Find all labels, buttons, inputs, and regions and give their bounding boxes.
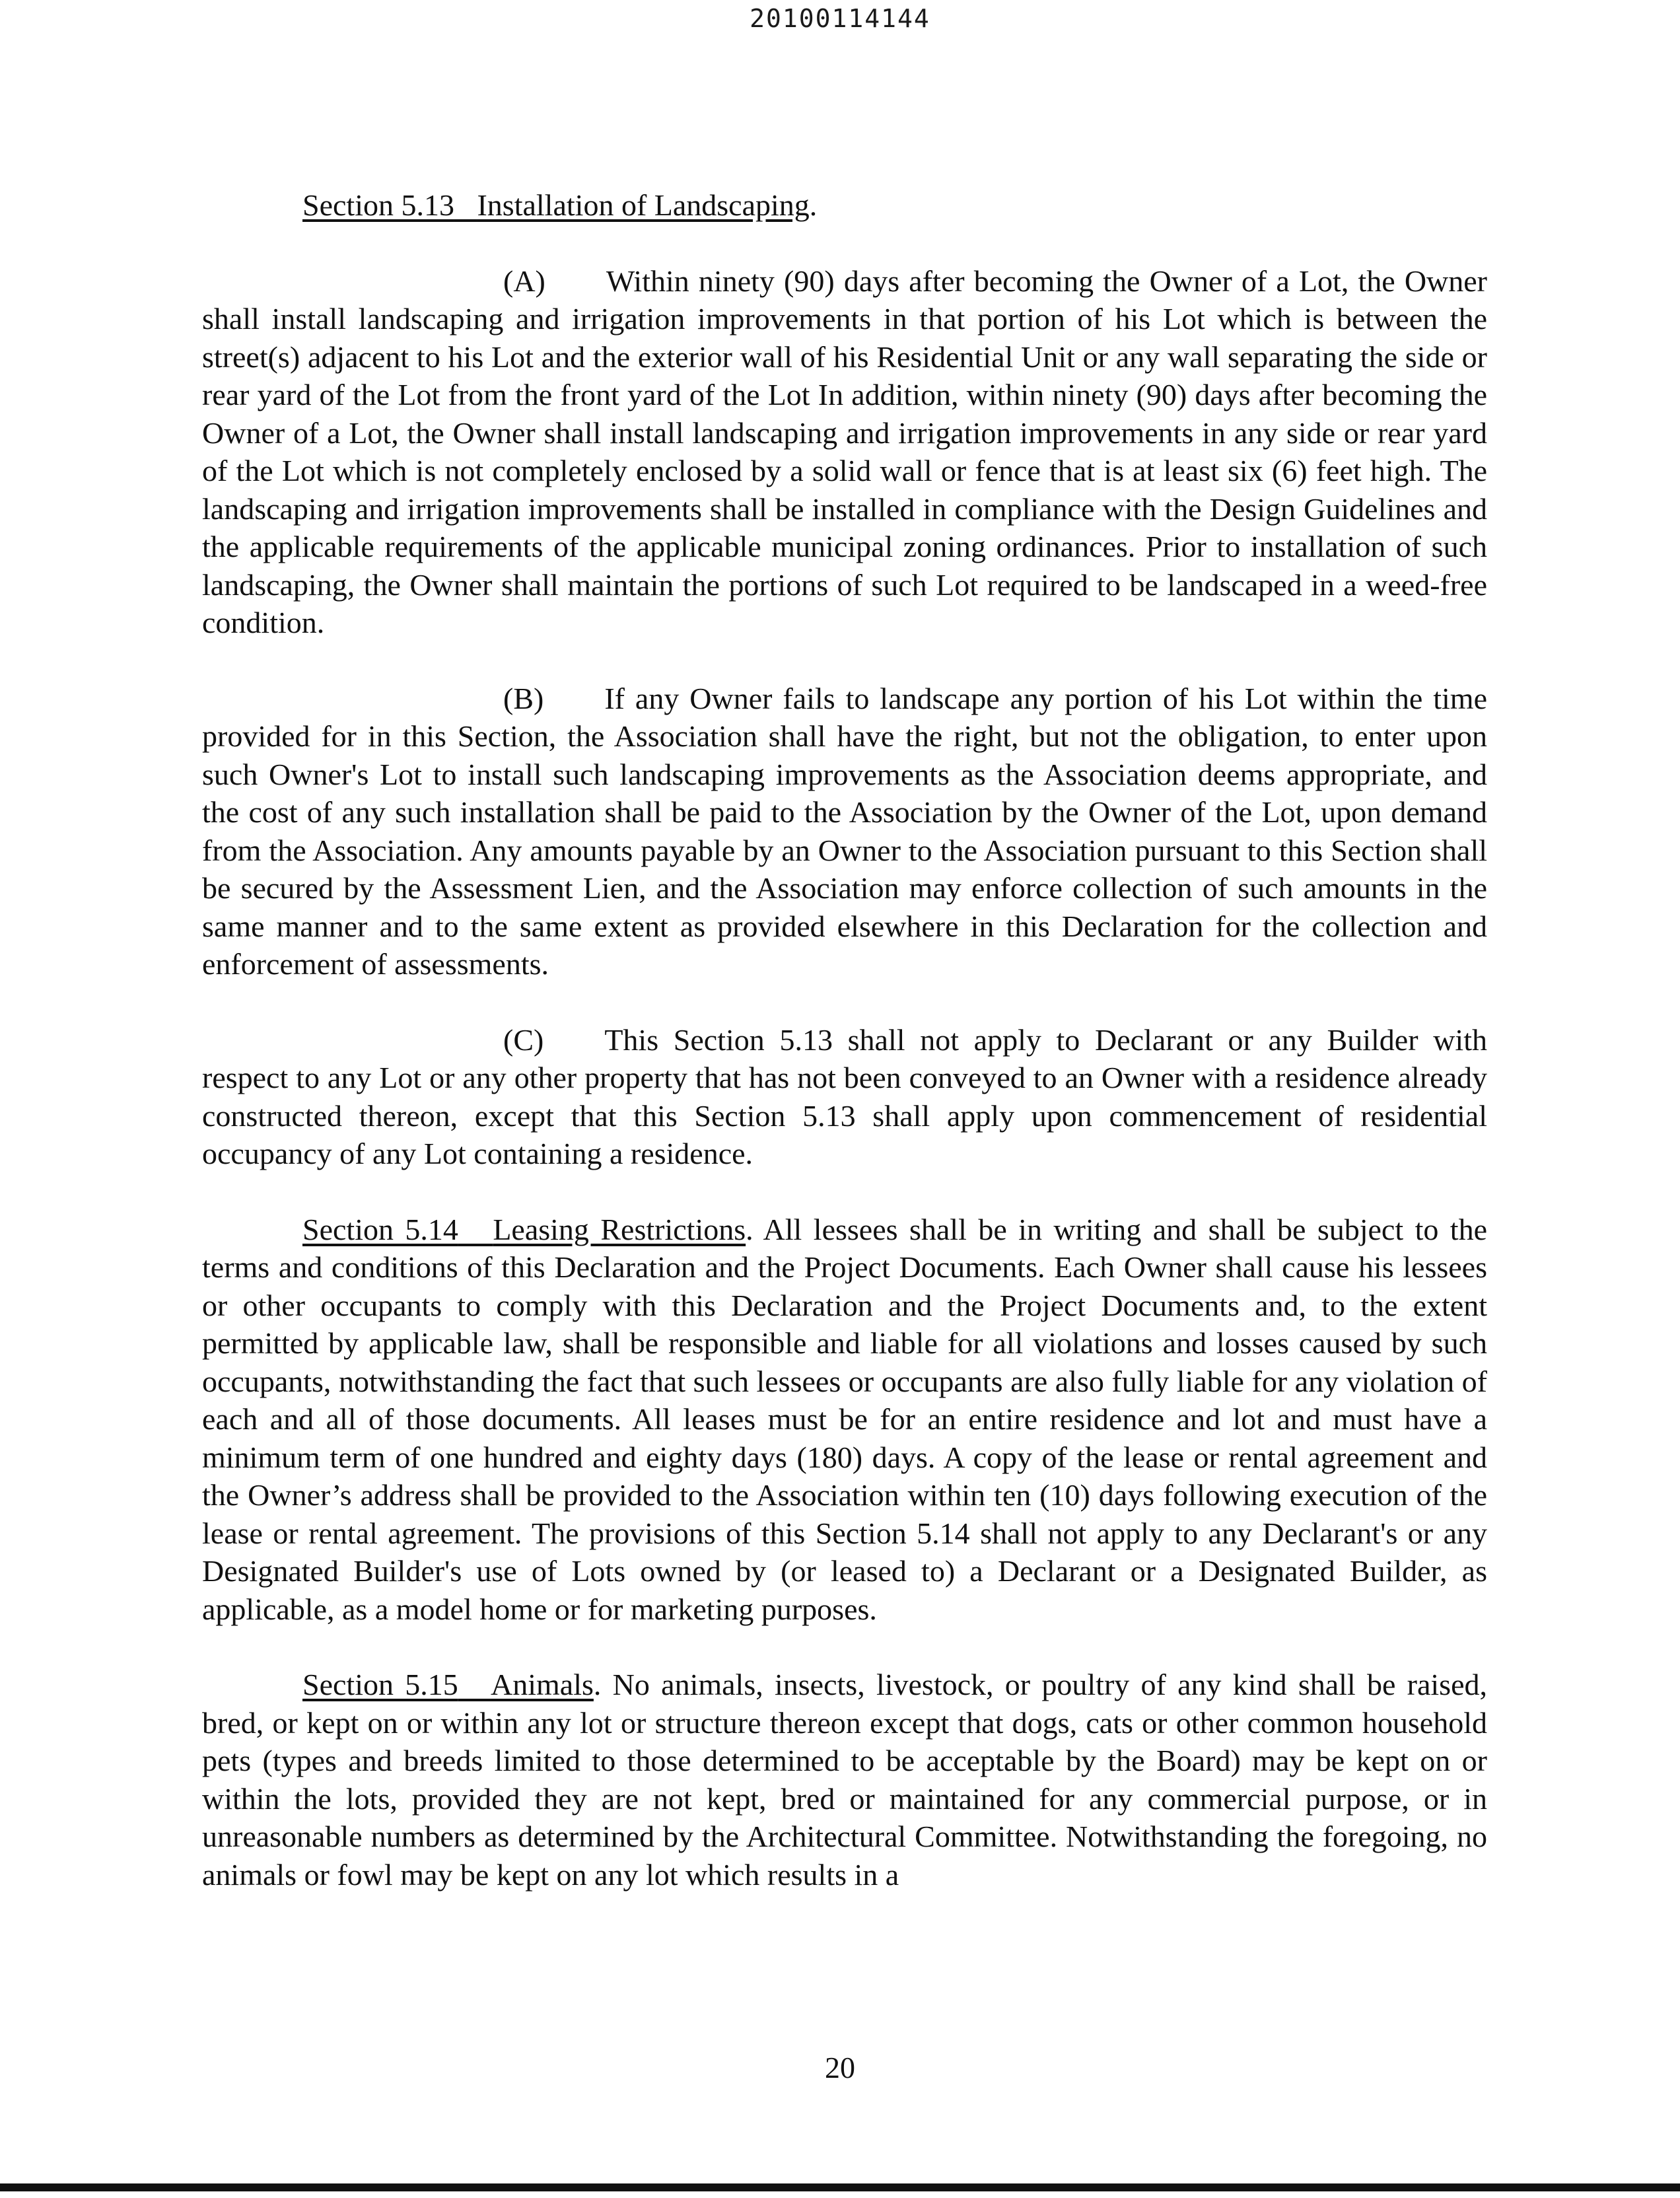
section-5-13-title: Installation of Landscaping bbox=[477, 188, 810, 222]
section-5-15-heading bbox=[302, 1668, 594, 1701]
section-5-15-body: . No animals, insects, livestock, or poultry of any kind shall be raised, bred, or kept on or within any lot or structure thereon except that dogs, cats or other common household pets (types and breeds limited to those determined to be acceptable by the Board) may be kept on or within the lots, provided they are not kept, bred or maintained for any commercial purpose, or in unreasonable numbers as determined by the Architectural Committee. Notwithstanding the foregoing, no animals or fowl may be kept on any lot which results in a bbox=[202, 1668, 1487, 1892]
section-5-13-heading bbox=[202, 186, 1487, 225]
section-5-13-heading-text bbox=[302, 188, 810, 222]
bottom-border-rule bbox=[0, 2183, 1680, 2191]
section-5-13-paragraph-b: (B) If any Owner fails to landscape any portion of his Lot within the time provided for in this Section, the Association shall have the right, but not the obligation, to enter upon such Owner's Lot to install such landscaping improvements as the Association deems appropriate, and the cost of any such installation shall be paid to the Association by the Owner of the Lot, upon demand from the Association. Any amounts payable by an Owner to the Association pursuant to this Section shall be secured by the Assessment Lien, and the Association may enforce collection of such amounts in the same manner and to the same extent as provided elsewhere in this Declaration for the collection and enforcement of assessments. bbox=[202, 681, 1487, 981]
section-5-15-title: Animals bbox=[491, 1668, 594, 1701]
section-5-15-number: Section 5.15 bbox=[302, 1668, 458, 1701]
document-number: 20100114144 bbox=[750, 4, 930, 33]
section-5-14-number: Section 5.14 bbox=[302, 1212, 458, 1246]
section-5-14-body: . All lessees shall be in writing and shall be subject to the terms and conditions of this Declaration and the Project Documents. Each Owner shall cause his lessees or other occupants to comply with this Declaration and the Project Documents and, to the extent permitted by applicable law, shall be responsible and liable for all violations and losses caused by such occupants, notwithstanding the fact that such lessees or occupants are also fully liable for any violation of each and all of those documents. All leases must be for an entire residence and lot and must have a minimum term of one hundred and eighty days (180) days. A copy of the lease or rental agreement and the Owner’s address shall be provided to the Association within ten (10) days following execution of the lease or rental agreement. The provisions of this Section 5.14 shall not apply to any Declarant's or any Designated Builder's use of Lots owned by (or leased to) a Declarant or a Designated Builder, as applicable, as a model home or for marketing purposes. bbox=[202, 1212, 1488, 1626]
section-5-13-paragraph-a: (A) Within ninety (90) days after becoming the Owner of a Lot, the Owner shall install landscaping and irrigation improvements in that portion of his Lot which is between the street(s) adjacent to his Lot and the exterior wall of his Residential Unit or any wall separating the side or rear yard of the Lot from the front yard of the Lot In addition, within ninety (90) days after becoming the Owner of a Lot, the Owner shall install landscaping and irrigation improvements in any side or rear yard of the Lot which is not completely enclosed by a solid wall or fence that is at least six (6) feet high. The landscaping and irrigation improvements shall be installed in compliance with the Design Guidelines and the applicable requirements of the applicable municipal zoning ordinances. Prior to installation of such landscaping, the Owner shall maintain the portions of such Lot required to be landscaped in a weed-free condition. bbox=[202, 264, 1487, 639]
document-body bbox=[202, 186, 1487, 1931]
section-5-14 bbox=[202, 1211, 1487, 1629]
section-5-13-title-period: . bbox=[809, 188, 818, 222]
section-5-15 bbox=[202, 1666, 1487, 1894]
section-5-14-heading bbox=[302, 1213, 746, 1246]
section-5-13-number: Section 5.13 bbox=[302, 188, 454, 222]
section-5-13-paragraph-c: (C) This Section 5.13 shall not apply to Declarant or any Builder with respect to any Lot or any other property that has not been conveyed to an Owner with a residence already constructed thereon, except that this Section 5.13 shall apply upon commencement of residential occupancy of any Lot containing a residence. bbox=[202, 1022, 1487, 1170]
page-number: 20 bbox=[825, 2051, 855, 2084]
section-5-14-title: Leasing Restrictions bbox=[493, 1212, 746, 1246]
